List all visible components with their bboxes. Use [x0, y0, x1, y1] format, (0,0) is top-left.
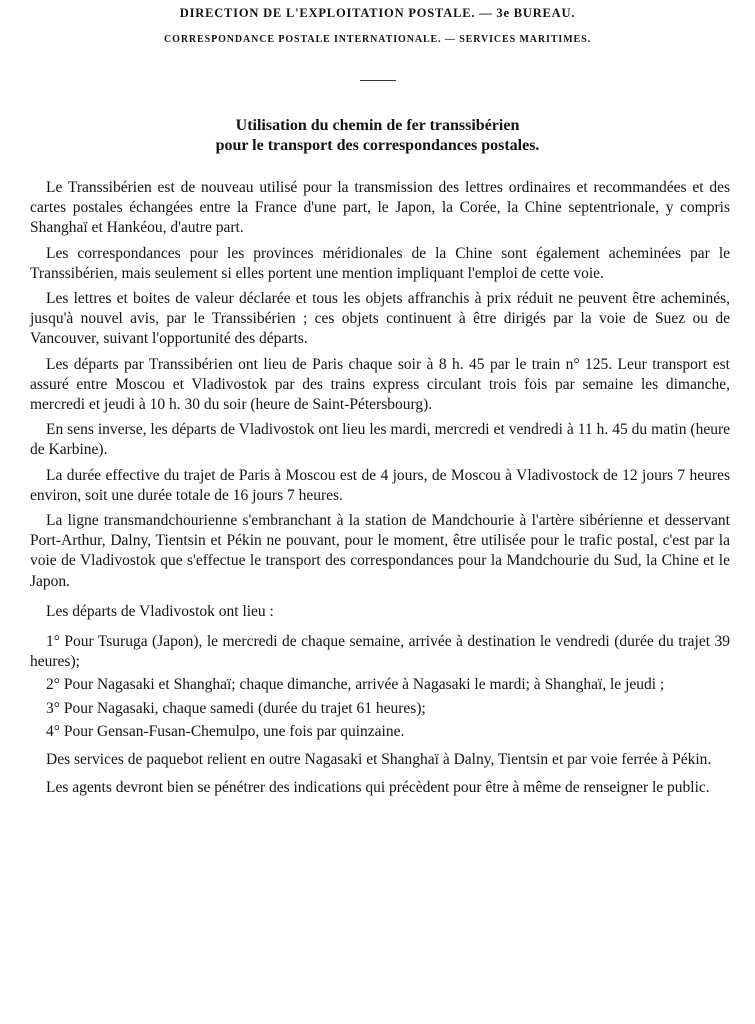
- paragraph-declared-value: Les lettres et boites de valeur déclarée et tous les objets affranchis à prix réduit ne peuvent être acheminés, jusqu'à nouvel avis, par le Transsibérien ; ces objets continuent à être dirigés par la voie de Suez ou de Vancouver, suivant l'opportunité des départs.: [30, 290, 730, 348]
- list-item-nagasaki-shanghai: 2° Pour Nagasaki et Shanghaï; chaque dimanche, arrivée à Nagasaki le mardi; à Shanghaï, le jeudi ;: [46, 676, 665, 694]
- section-subheader: CORRESPONDANCE POSTALE INTERNATIONALE. — SERVICES MARITIMES.: [164, 34, 591, 45]
- paragraph-southern-provinces: Les correspondances pour les provinces méridionales de la Chine sont également acheminées par le Transsibérien, mais seulement si elles portent une mention impliquant l'emploi de cette voie.: [30, 244, 730, 282]
- title-line-2: pour le transport des correspondances postales.: [215, 137, 540, 154]
- paragraph-transit-duration: La durée effective du trajet de Paris à Moscou est de 4 jours, de Moscou à Vladivostock de 12 jours 7 heures environ, soit une durée totale de 16 jours 7 heures.: [30, 466, 730, 504]
- list-item-tsuruga: 1° Pour Tsuruga (Japon), le mercredi de chaque semaine, arrivée à destination le vendredi (durée du trajet 39 heures);: [30, 633, 730, 671]
- paragraph-closing-instruction: Les agents devront bien se pénétrer des indications qui précèdent pour être à même de renseigner le public.: [46, 779, 710, 797]
- title-line-1: Utilisation du chemin de fer transsibérien: [235, 117, 520, 134]
- document-body: [30, 178, 730, 803]
- list-item-nagasaki: 3° Pour Nagasaki, chaque samedi (durée du trajet 61 heures);: [46, 699, 426, 717]
- paragraph-manchurian-line: La ligne transmandchourienne s'embranchant à la station de Mandchourie à l'artère sibérienne et desservant Port-Arthur, Dalny, Tientsin et Pékin ne pouvant, pour le moment, être utilisée pour le trafic postal, c'est par la voie de Vladivostok que s'effectue le transport des correspondances pour la Mandchourie du Sud, la Chine et le Japon.: [30, 512, 730, 590]
- paragraph-return-departures: En sens inverse, les départs de Vladivostok ont lieu les mardi, mercredi et vendredi à 11 h. 45 du matin (heure de Karbine).: [30, 421, 730, 459]
- list-item-gensan: 4° Pour Gensan-Fusan-Chemulpo, une fois par quinzaine.: [46, 722, 405, 740]
- paragraph-vladivostok-intro: Les départs de Vladivostok ont lieu :: [46, 602, 274, 620]
- department-header: DIRECTION DE L'EXPLOITATION POSTALE. — 3e BUREAU.: [179, 6, 576, 20]
- header-divider: [360, 80, 396, 81]
- paragraph-steamer-services: Des services de paquebot relient en outre Nagasaki et Shanghaï à Dalny, Tientsin et par voie ferrée à Pékin.: [46, 751, 712, 769]
- document-title: [0, 116, 755, 156]
- paragraph-transsiberien-usage: Le Transsibérien est de nouveau utilisé pour la transmission des lettres ordinaires et recommandées et des cartes postales échangées entre la France d'une part, le Japon, la Corée, la Chine septentrionale, y compris Shanghaï et Hankéou, d'autre part.: [30, 179, 730, 237]
- paragraph-departures-paris: Les départs par Transsibérien ont lieu de Paris chaque soir à 8 h. 45 par le train n° 125. Leur transport est assuré entre Moscou et Vladivostok par des trains express circulant trois fois par semaine les dimanche, mercredi et jeudi à 10 h. 30 du soir (heure de Saint-Pétersbourg).: [30, 355, 730, 414]
